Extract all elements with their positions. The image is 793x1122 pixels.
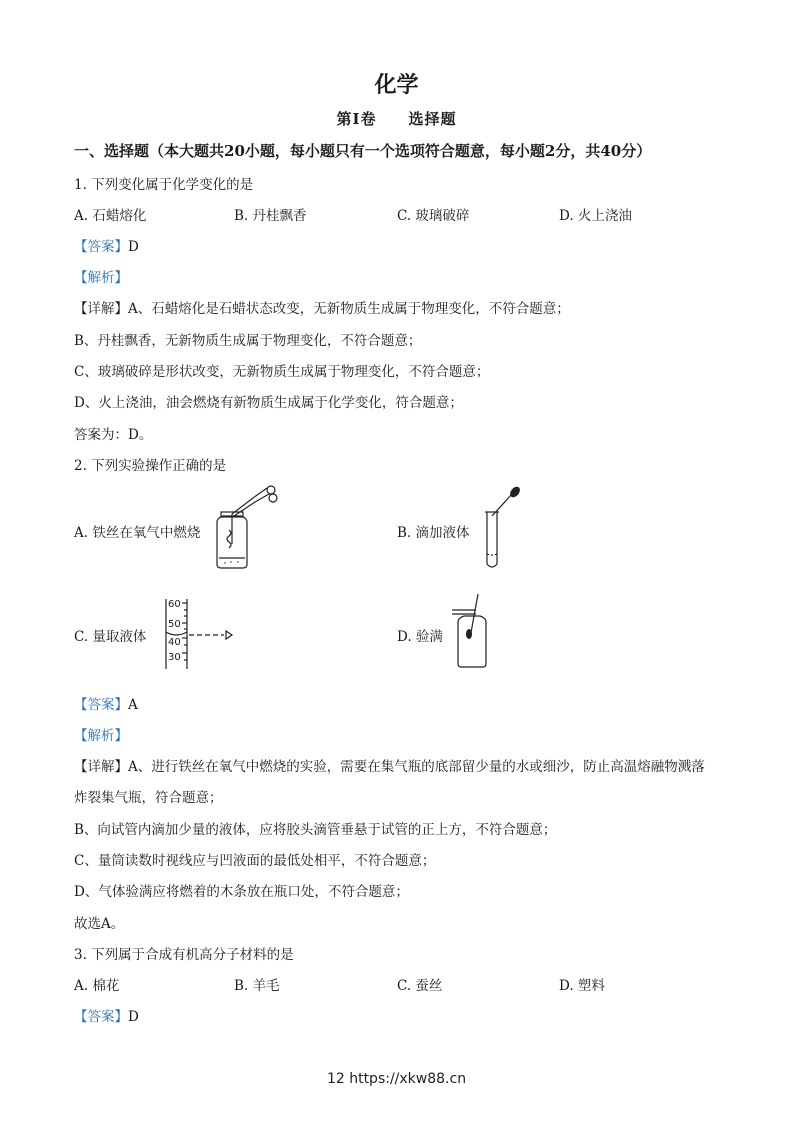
answer-tag: 【答案】 (74, 1009, 128, 1025)
iron-wire-bottle-figure (205, 484, 285, 572)
q1-analysis-tag: 【解析】 (74, 270, 128, 286)
answer-tag: 【答案】 (74, 239, 128, 255)
q2-detail-3: B、向试管内滴加少量的液体，应将胶头滴管垂悬于试管的正上方，不符合题意； (74, 822, 557, 838)
q2-option-b: B. 滴加液体 (397, 525, 470, 541)
q1-detail-1 (74, 297, 570, 317)
q2-stem: 2. 下列实验操作正确的是 (74, 458, 227, 474)
q3-option-d: D. 塑料 (559, 978, 605, 994)
gas-test-bottle-figure (450, 592, 500, 670)
part-title: 第I卷 选择题 (336, 110, 457, 128)
page-footer: 12 https://xkw88.cn (326, 1071, 467, 1087)
q1-option-c: C. 玻璃破碎 (397, 208, 470, 224)
cylinder-tick-60: 60 (168, 599, 181, 610)
q2-detail-text-1: A、进行铁丝在氧气中燃烧的实验，需要在集气瓶的底部留少量的水或细沙，防止高温熔融物溅落 (128, 759, 705, 775)
q2-detail-6: 故选A。 (74, 916, 125, 932)
q2-answer: A (128, 697, 138, 713)
q2-option-a: A. 铁丝在氧气中燃烧 (74, 525, 201, 541)
q1-answer: D (128, 239, 139, 255)
q2-option-c: C. 量取液体 (74, 629, 147, 645)
q1-answer-line (74, 235, 139, 255)
q1-stem: 1. 下列变化属于化学变化的是 (74, 177, 254, 193)
q2-detail-4: C、量筒读数时视线应与凹液面的最低处相平，不符合题意； (74, 853, 436, 869)
detail-tag: 【详解】 (74, 759, 128, 775)
q1-detail-3: C、玻璃破碎是形状改变，无新物质生成属于物理变化，不符合题意； (74, 364, 490, 380)
answer-tag: 【答案】 (74, 697, 128, 713)
q2-answer-line (74, 693, 138, 713)
cylinder-tick-50: 50 (168, 619, 181, 630)
q1-detail-text-1: A、石蜡熔化是石蜡状态改变，无新物质生成属于物理变化，不符合题意； (128, 301, 570, 317)
q3-answer: D (128, 1009, 139, 1025)
q2-detail-1 (74, 755, 705, 775)
q3-option-c: C. 蚕丝 (397, 978, 443, 994)
dropper-testtube-figure (478, 486, 528, 572)
document-title: 化学 (374, 73, 419, 98)
q1-option-a: A. 石蜡熔化 (74, 208, 147, 224)
q1-detail-5: 答案为：D。 (74, 427, 153, 443)
q1-detail-2: B、丹桂飘香，无新物质生成属于物理变化，不符合题意； (74, 333, 422, 349)
q2-analysis-tag: 【解析】 (74, 728, 128, 744)
q3-answer-line (74, 1005, 139, 1025)
section-heading: 一、选择题（本大题共20小题，每小题只有一个选项符合题意，每小题2分，共40分） (74, 142, 652, 160)
cylinder-tick-30: 30 (168, 652, 181, 663)
q2-option-d: D. 验满 (397, 629, 443, 645)
q1-option-b: B. 丹桂飘香 (234, 208, 307, 224)
detail-tag: 【详解】 (74, 301, 128, 317)
q2-detail-2: 炸裂集气瓶，符合题意； (74, 790, 223, 806)
q1-option-d: D. 火上浇油 (559, 208, 632, 224)
q3-option-b: B. 羊毛 (234, 978, 280, 994)
q3-option-a: A. 棉花 (74, 978, 120, 994)
q3-stem: 3. 下列属于合成有机高分子材料的是 (74, 947, 294, 963)
q2-detail-5: D、气体验满应将燃着的木条放在瓶口处，不符合题意； (74, 884, 409, 900)
q1-detail-4: D、火上浇油，油会燃烧有新物质生成属于化学变化，符合题意； (74, 395, 463, 411)
cylinder-tick-40: 40 (168, 637, 181, 648)
